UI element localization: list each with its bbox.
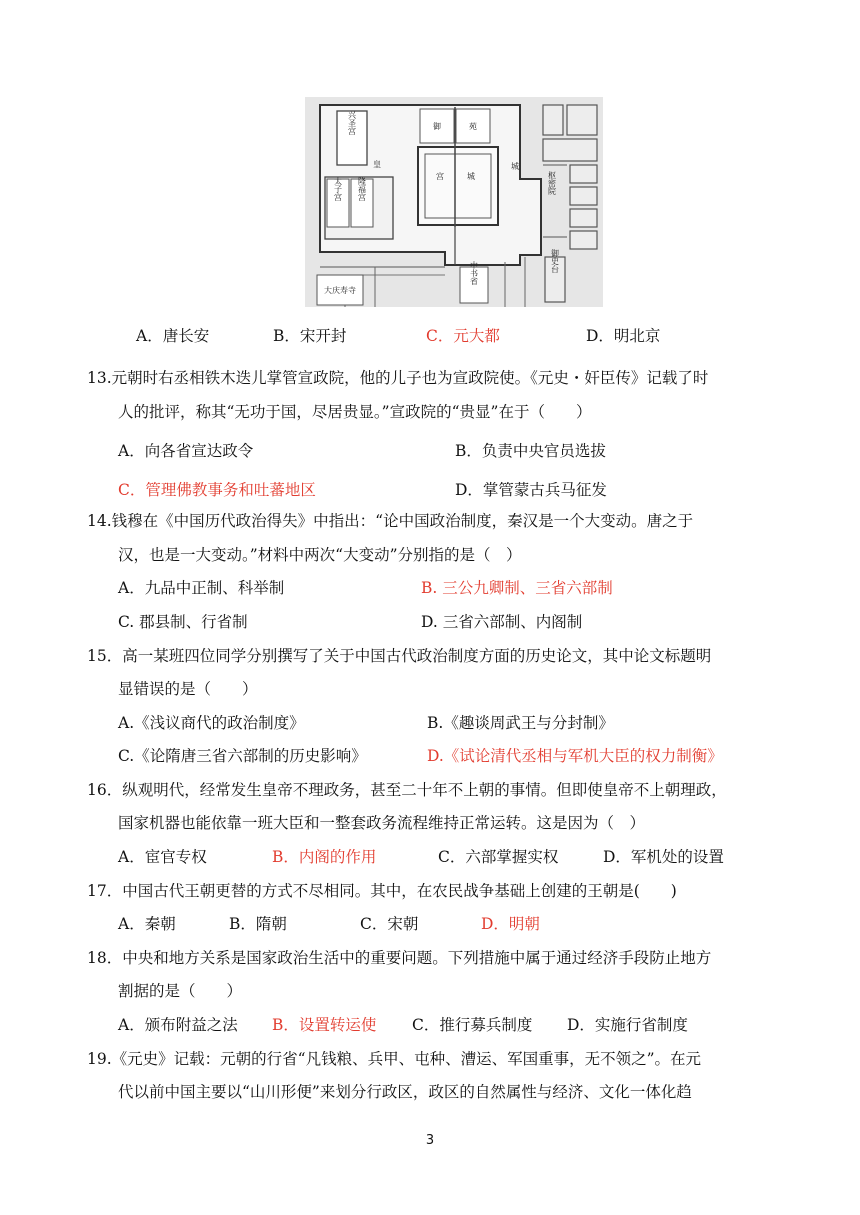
- q18-option-d: D．实施行省制度: [567, 1016, 688, 1034]
- q19-stem-line-1: 19.《元史》记载：元朝的行省“凡钱粮、兵甲、屯种、漕运、军国重事，无不领之”。在元: [87, 1050, 702, 1068]
- q17-option-c: C．宋朝: [360, 915, 419, 933]
- q15-option-b: B.《趣谈周武王与分封制》: [427, 714, 614, 732]
- q14-stem-line-1: 14.钱穆在《中国历代政治得失》中指出：“论中国政治制度，秦汉是一个大变动。唐之于: [87, 512, 694, 530]
- map-label-yu: 御: [433, 122, 441, 131]
- map-label-yuan: 苑: [469, 122, 477, 131]
- map-label-taizi-gong: 太子宫: [333, 177, 343, 201]
- map-label-longfu-gong: 隆福宫: [357, 177, 367, 201]
- q16-stem-line-1: 16．纵观明代，经常发生皇帝不理政务，甚至二十年不上朝的事情。但即使皇帝不上朝理政，: [87, 781, 727, 799]
- q12-option-a: A．唐长安: [136, 327, 210, 345]
- q17-option-d: D．明朝: [481, 915, 540, 933]
- q16-option-a: A．宦官专权: [118, 848, 207, 866]
- map-label-xingsheng-gong: 兴圣宫: [347, 111, 357, 135]
- q15-option-a: A.《浅议商代的政治制度》: [118, 714, 305, 732]
- q15-option-d: D.《试论清代丞相与军机大臣的权力制衡》: [427, 747, 723, 765]
- q13-option-d: D．掌管蒙古兵马征发: [455, 481, 607, 499]
- q13-option-a: A．向各省宣达政令: [118, 442, 254, 460]
- q12-option-d: D．明北京: [586, 327, 661, 345]
- q12-option-c: C．元大都: [426, 327, 500, 345]
- map-label-dashou-qingsi: 大庆寿寺: [324, 286, 356, 295]
- map-label-huang: 皇: [373, 160, 381, 169]
- q16-option-b: B．内阁的作用: [272, 848, 377, 866]
- q18-stem-line-1: 18．中央和地方关系是国家政治生活中的重要问题。下列措施中属于通过经济手段防止地方: [87, 949, 712, 967]
- yuan-dadu-map-figure: [305, 97, 603, 307]
- q13-option-c: C．管理佛教事务和吐蕃地区: [118, 481, 316, 499]
- q16-option-c: C．六部掌握实权: [438, 848, 559, 866]
- city-map-diagram: [305, 97, 603, 307]
- map-label-zhongshu-sheng: 中书省: [469, 261, 479, 285]
- q14-option-b: B. 三公九卿制、三省六部制: [421, 579, 613, 597]
- map-label-cheng: 城: [511, 162, 519, 171]
- q12-option-b: B．宋开封: [273, 327, 347, 345]
- map-label-gongcheng-cheng: 城: [467, 172, 475, 181]
- map-label-gong: 宫: [436, 172, 444, 181]
- page-number: 3: [425, 1133, 435, 1148]
- q14-option-a: A．九品中正制、科举制: [118, 579, 285, 597]
- q18-option-a: A．颁布附益之法: [118, 1016, 238, 1034]
- q15-stem-line-2: 显错误的是（ ）: [118, 680, 258, 698]
- q15-option-c: C.《论隋唐三省六部制的历史影响》: [118, 747, 367, 765]
- q18-stem-line-2: 割据的是（ ）: [118, 982, 243, 1000]
- map-label-yushi-tai: 御史台: [550, 249, 560, 273]
- q18-option-b: B．设置转运使: [272, 1016, 377, 1034]
- q18-option-c: C．推行募兵制度: [412, 1016, 533, 1034]
- q13-option-b: B．负责中央官员选拔: [455, 442, 606, 460]
- q14-option-d: D. 三省六部制、内阁制: [421, 613, 583, 631]
- q14-option-c: C. 郡县制、行省制: [118, 613, 248, 631]
- q17-option-a: A．秦朝: [118, 915, 176, 933]
- q16-option-d: D．军机处的设置: [603, 848, 724, 866]
- map-label-shumi-yuan: 枢密院: [547, 171, 557, 195]
- q14-stem-line-2: 汉，也是一大变动。”材料中两次“大变动”分别指的是（ ）: [118, 546, 522, 564]
- q13-stem-line-2: 人的批评，称其“无功于国，尽居贵显。”宣政院的“贵显”在于（ ）: [118, 403, 592, 421]
- q13-stem-line-1: 13.元朝时右丞相铁木迭儿掌管宣政院，他的儿子也为宣政院使。《元史・奸臣传》记载了时: [87, 369, 709, 387]
- q15-stem-line-1: 15．高一某班四位同学分别撰写了关于中国古代政治制度方面的历史论文，其中论文标题明: [87, 647, 712, 665]
- q19-stem-line-2: 代以前中国主要以“山川形便”来划分行政区，政区的自然属性与经济、文化一体化趋: [118, 1083, 692, 1101]
- q17-stem-line-1: 17．中国古代王朝更替的方式不尽相同。其中，在农民战争基础上创建的王朝是( ): [87, 882, 677, 900]
- q17-option-b: B．隋朝: [229, 915, 287, 933]
- q16-stem-line-2: 国家机器也能依靠一班大臣和一整套政务流程维持正常运转。这是因为（ ）: [118, 814, 646, 832]
